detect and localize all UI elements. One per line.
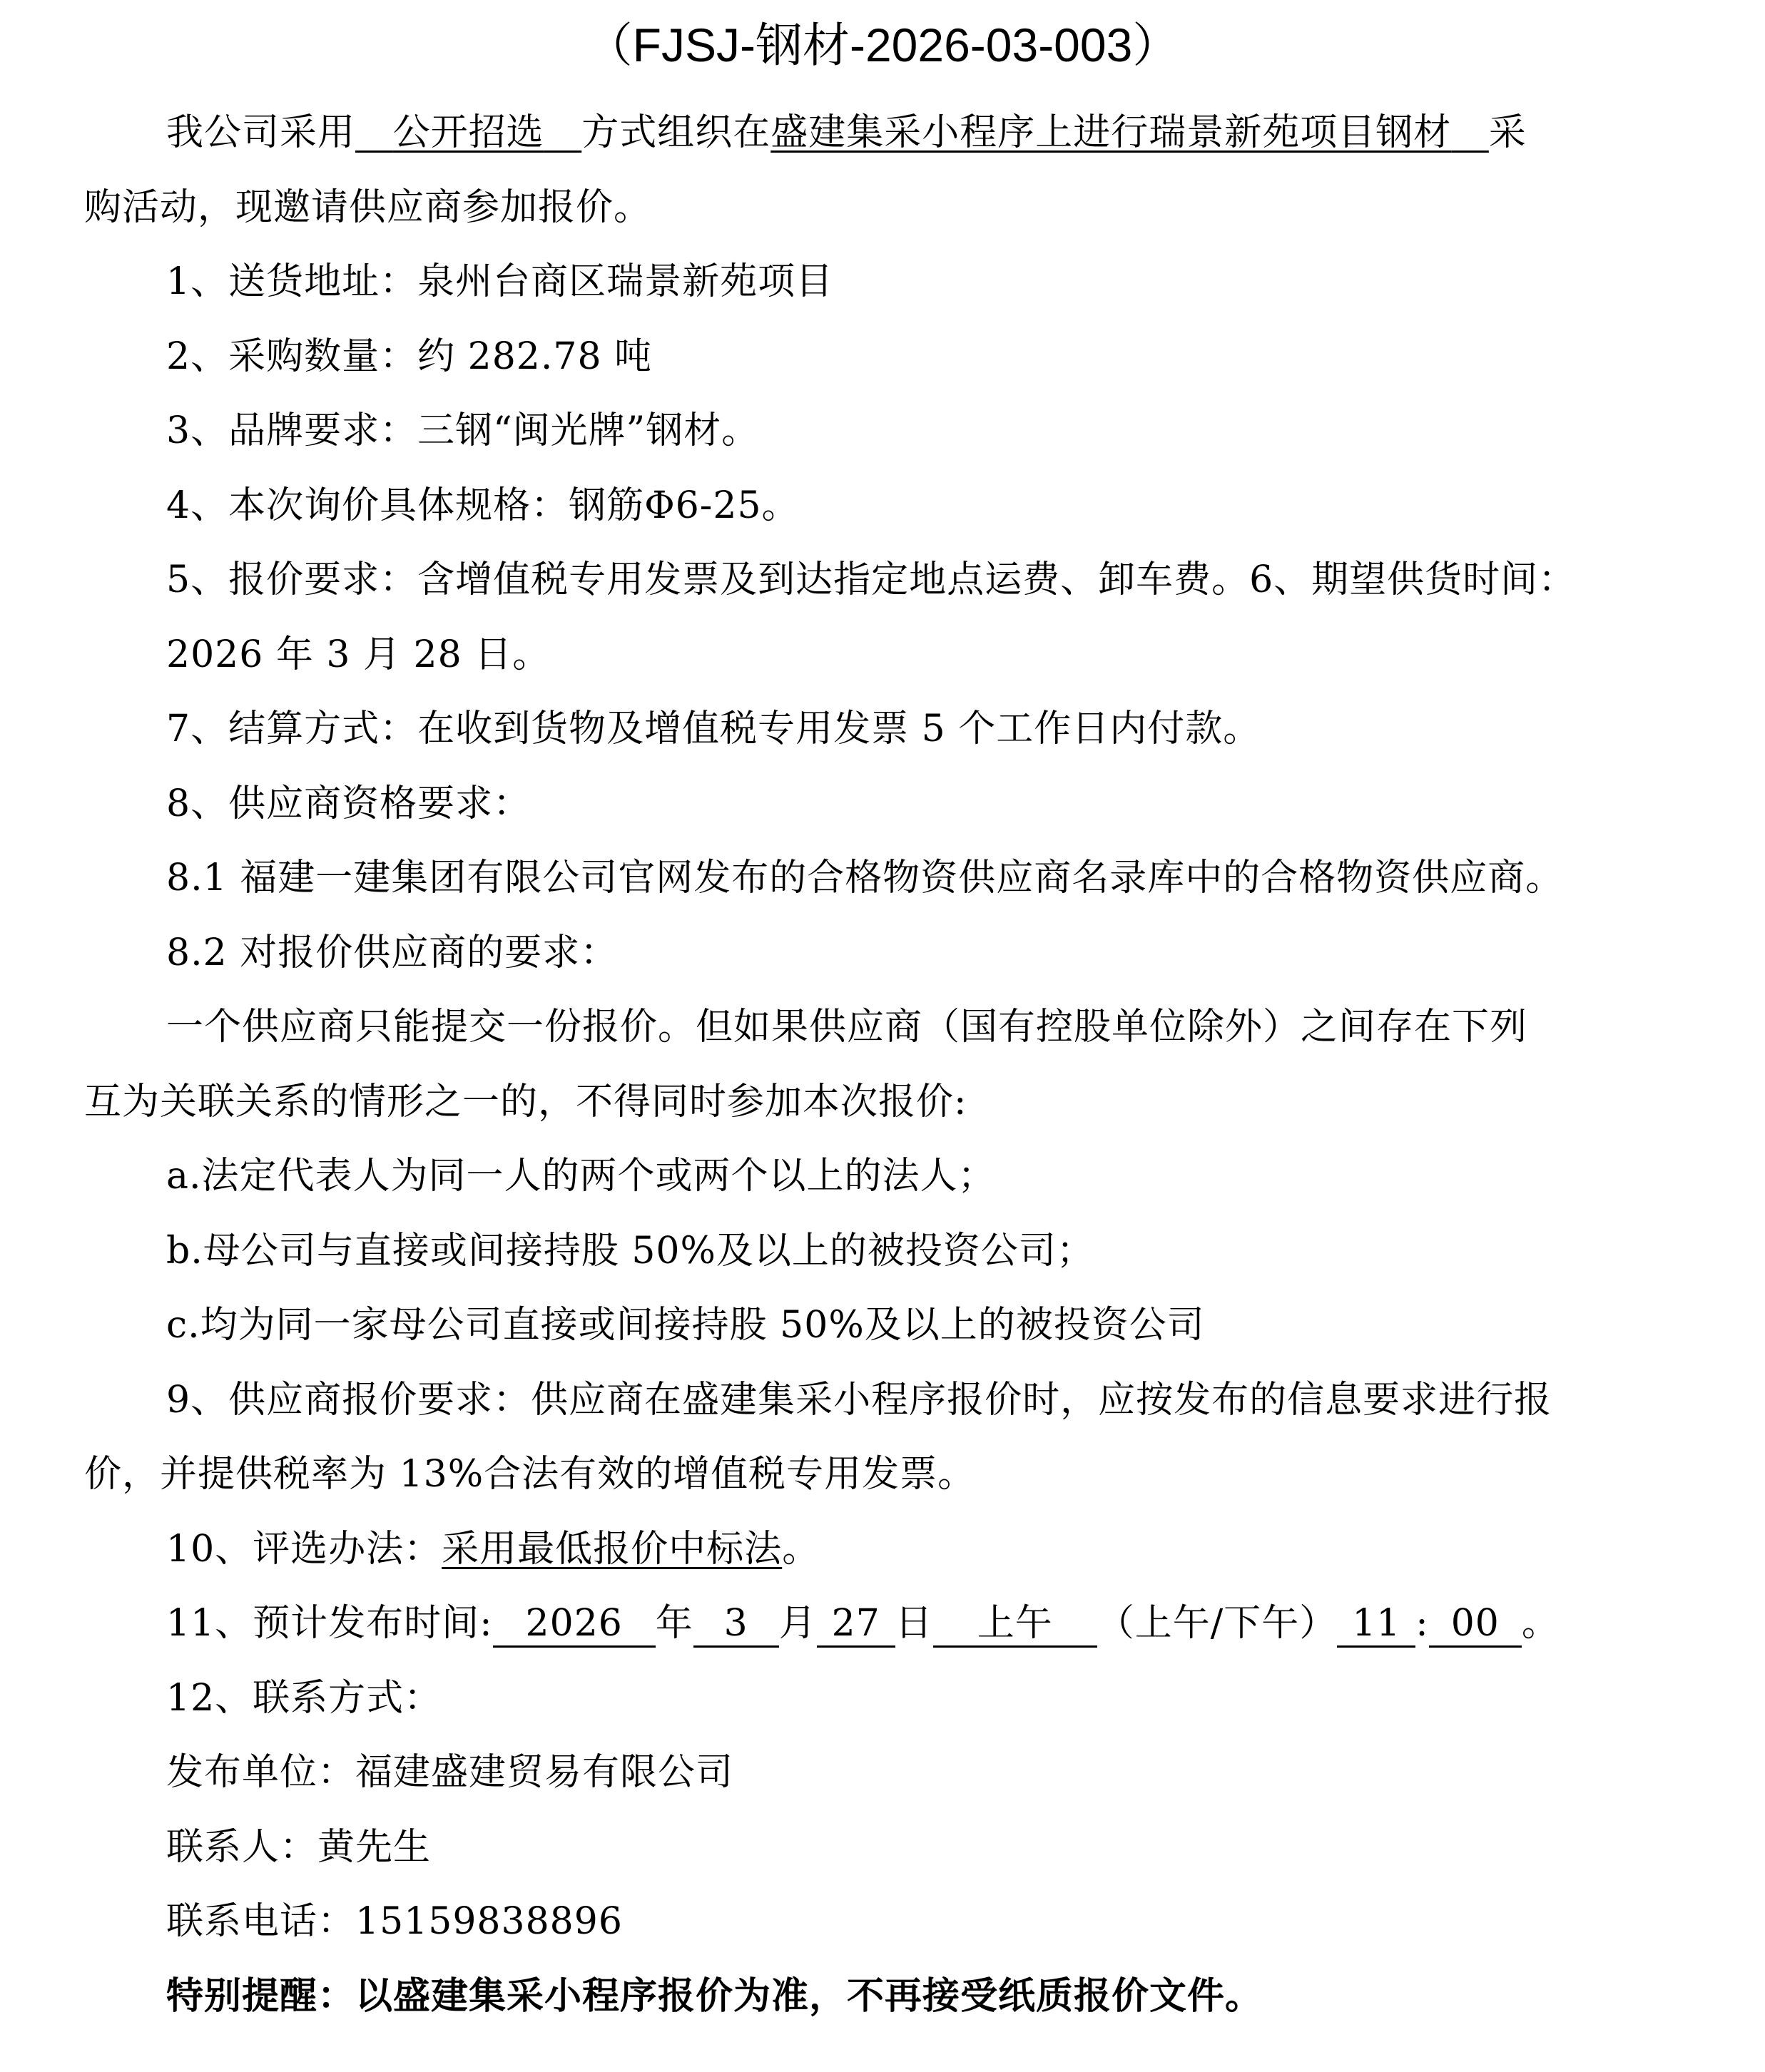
contact-person: 联系人：黄先生 (166, 1826, 432, 1869)
qualification-8-1: 8.1 福建一建集团有限公司官网发布的合格物资供应商名录库中的合格物资供应商。 (166, 857, 1564, 899)
time-colon: : (1415, 1602, 1429, 1645)
supplier-quote-line-2: 价，并提供税率为 13%合法有效的增值税专用发票。 (84, 1453, 976, 1496)
quote-requirement-line-1: 5、报价要求：含增值税专用发票及到达指定地点运费、卸车费。6、期望供货时间： (166, 558, 1577, 601)
publish-year: 2026 (493, 1601, 656, 1648)
evaluation-end: 。 (782, 1528, 820, 1571)
year-unit: 年 (655, 1602, 693, 1645)
special-notice: 特别提醒：以盛建集采小程序报价为准，不再接受纸质报价文件。 (166, 1975, 1263, 2018)
evaluation-method (166, 1524, 820, 1575)
intro-line-1 (166, 107, 1527, 158)
contact-publisher: 发布单位：福建盛建贸易有限公司 (166, 1751, 734, 1794)
brand-requirement: 3、品牌要求：三钢“闽光牌”钢材。 (166, 409, 760, 452)
settlement-method: 7、结算方式：在收到货物及增值税专用发票 5 个工作日内付款。 (166, 708, 1261, 750)
contact-phone: 联系电话：15159838896 (166, 1900, 623, 1943)
intro-prefix: 我公司采用 (166, 111, 356, 154)
spec-requirement: 4、本次询价具体规格：钢筋Φ6-25。 (166, 484, 800, 527)
platform-project: 盛建集采小程序上进行瑞景新苑项目钢材 (770, 111, 1452, 154)
rule-line-2: 互为关联关系的情形之一的，不得同时参加本次报价: (84, 1081, 967, 1123)
publish-hour: 11 (1337, 1601, 1415, 1648)
supplier-quote-line-1: 9、供应商报价要求：供应商在盛建集采小程序报价时，应按发布的信息要求进行报 (166, 1379, 1552, 1422)
publish-minute: 00 (1429, 1601, 1522, 1648)
publish-period: 上午 (933, 1601, 1097, 1648)
qualification-title: 8、供应商资格要求： (166, 782, 531, 825)
period-hint: （上午/下午） (1097, 1602, 1338, 1645)
rule-c: c.均为同一家母公司直接或间接持股 50%及以上的被投资公司 (166, 1304, 1205, 1347)
document-code: （FJSJ-钢材-2026-03-003） (585, 19, 1180, 71)
evaluation-label: 10、评选办法： (166, 1528, 442, 1571)
evaluation-method-value: 采用最低报价中标法 (442, 1528, 783, 1571)
month-unit: 月 (778, 1602, 817, 1645)
intro-line-2: 购活动，现邀请供应商参加报价。 (84, 186, 652, 229)
publish-time-end: 。 (1521, 1602, 1560, 1645)
day-unit: 日 (895, 1602, 933, 1645)
intro-suffix: 采 (1488, 111, 1527, 154)
rule-line-1: 一个供应商只能提交一份报价。但如果供应商（国有控股单位除外）之间存在下列 (166, 1006, 1528, 1048)
publish-time (166, 1598, 1560, 1649)
purchase-quantity: 2、采购数量：约 282.78 吨 (166, 335, 653, 378)
publish-time-label: 11、预计发布时间: (166, 1602, 493, 1645)
procurement-method: 公开招选 (392, 111, 544, 154)
intro-mid: 方式组织在 (581, 111, 771, 154)
publish-day: 27 (817, 1601, 895, 1648)
rule-a: a.法定代表人为同一人的两个或两个以上的法人； (166, 1155, 996, 1198)
rule-b: b.母公司与直接或间接持股 50%及以上的被投资公司； (166, 1230, 1094, 1272)
quote-requirement-line-2: 2026 年 3 月 28 日。 (166, 633, 551, 676)
contact-title: 12、联系方式： (166, 1677, 442, 1720)
publish-month: 3 (693, 1601, 779, 1648)
delivery-address: 1、送货地址：泉州台商区瑞景新苑项目 (166, 260, 834, 303)
qualification-8-2: 8.2 对报价供应商的要求： (166, 932, 619, 974)
